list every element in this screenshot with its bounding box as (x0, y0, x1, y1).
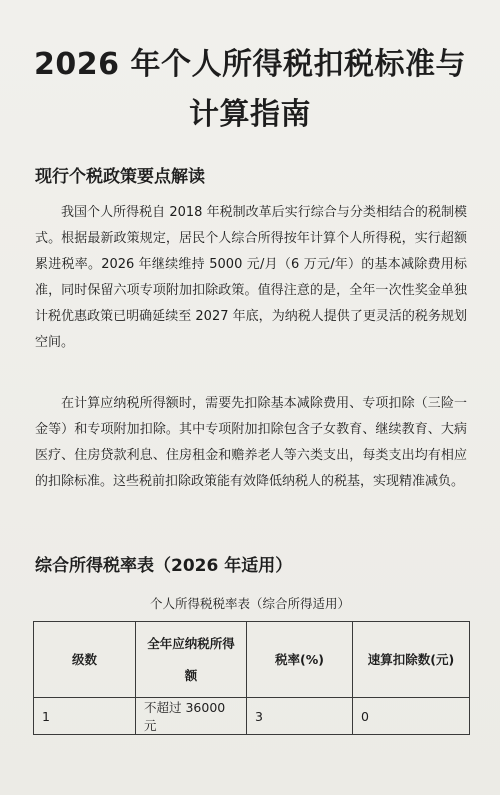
table-header-row (34, 622, 470, 698)
cell-taxable-income: 不超过 36000 元 (136, 698, 247, 735)
table-row (34, 698, 470, 735)
section-heading-policy: 现行个税政策要点解读 (35, 167, 205, 187)
header-quick-deduction: 速算扣除数(元) (353, 622, 470, 698)
section-heading-rate-table: 综合所得税率表（2026 年适用） (35, 556, 293, 576)
paragraph-policy-overview: 我国个人所得税自 2018 年税制改革后实行综合与分类相结合的税制模式。根据最新政策规定，居民个人综合所得按年计算个人所得税，实行超额累进税率。2026 年继续维持 5000 元/月（6 万元/年）的基本减除费用标准，同时保留六项专项附加扣除政策。值得注意的是，全年一次性奖金单独计税优惠政策已明确延续至 2027 年底，为纳税人提供了更灵活的税务规划空间。 (35, 205, 467, 350)
paragraph-deductions: 在计算应纳税所得额时，需要先扣除基本减除费用、专项扣除（三险一金等）和专项附加扣除。其中专项附加扣除包含子女教育、继续教育、大病医疗、住房贷款利息、住房租金和赡养老人等六类支出，每类支出均有相应的扣除标准。这些税前扣除政策能有效降低纳税人的税基，实现精准减负。 (35, 396, 467, 489)
header-level: 级数 (34, 622, 136, 698)
page-title: 2026 年个人所得税扣税标准与计算指南 (34, 47, 466, 132)
tax-rate-table (33, 621, 470, 735)
header-taxable-income: 全年应纳税所得额 (136, 622, 247, 698)
cell-quick-deduction: 0 (353, 698, 470, 735)
header-tax-rate: 税率(%) (247, 622, 353, 698)
table-caption: 个人所得税税率表（综合所得适用） (149, 596, 350, 611)
cell-tax-rate: 3 (247, 698, 353, 735)
cell-level: 1 (34, 698, 136, 735)
